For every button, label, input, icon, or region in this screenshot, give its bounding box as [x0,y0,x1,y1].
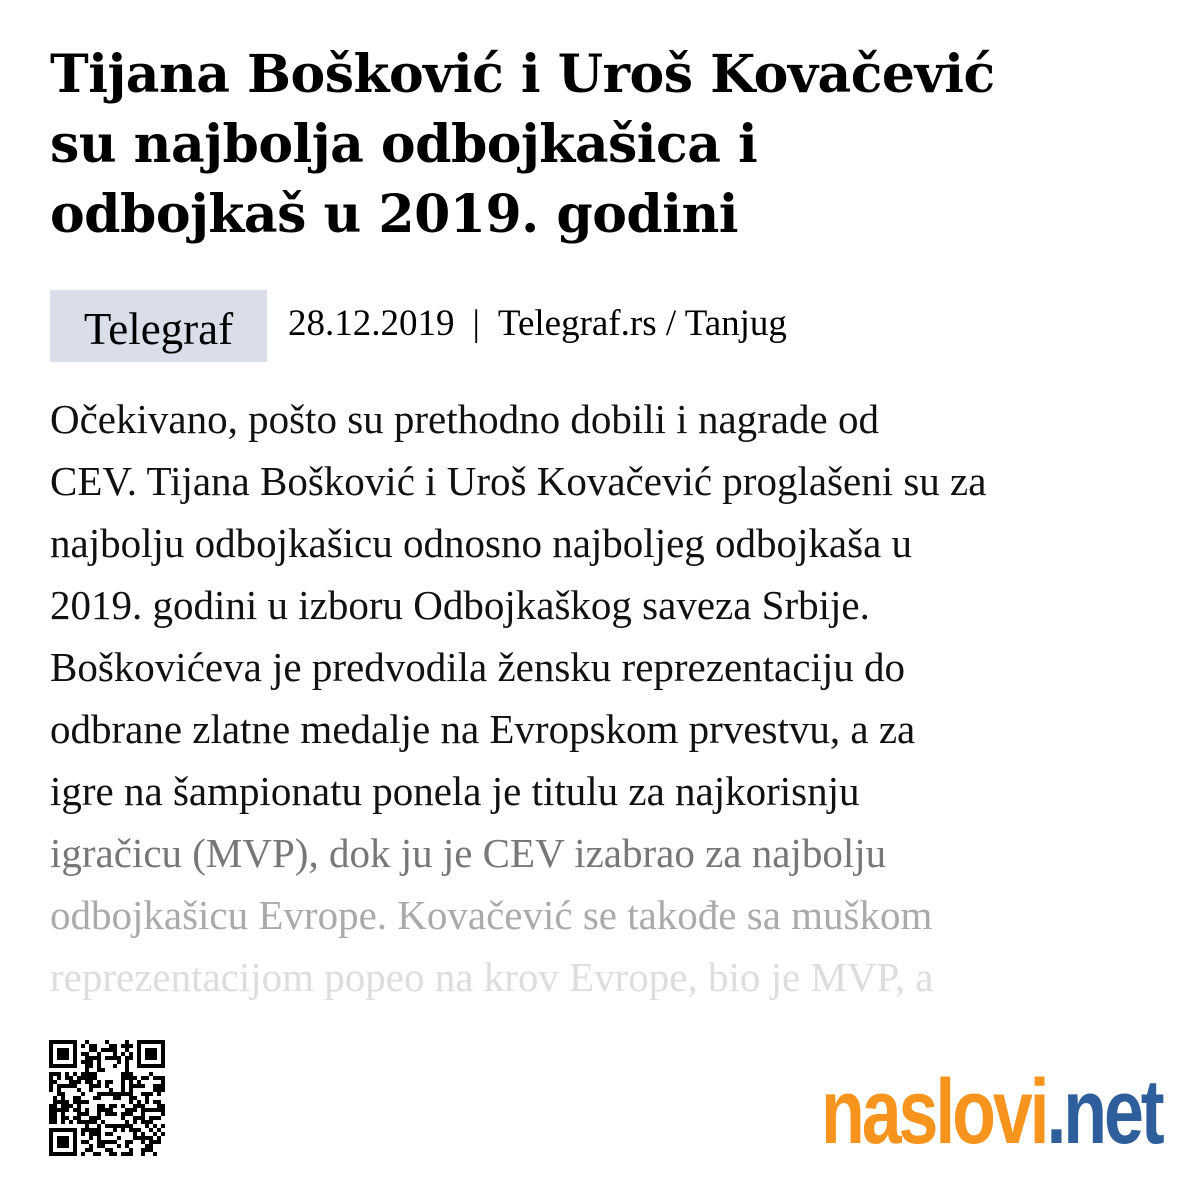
headline-line: Tijana Bošković i Uroš Kovačević [50,44,995,105]
logo-text-naslovi: naslovi [821,1061,1047,1163]
article-meta [50,290,1170,362]
body-line: Boškovićeva je predvodila žensku reprezentaciju do [50,644,905,690]
body-line: najbolju odbojkašicu odnosno najboljeg odbojkaša u [50,520,913,566]
meta-text [288,302,787,345]
article-headline [50,40,1170,250]
headline-line: odbojkaš u 2019. godini [50,184,739,245]
byline: Telegraf.rs / Tanjug [497,303,787,344]
body-line: igre na šampionatu ponela je titulu za najkorisnju [50,768,860,814]
headline-line: su najbolja odbojkašica i [50,114,758,175]
article-body [50,388,1160,1008]
body-line: odbojkašicu Evrope. Kovačević se takođe sa muškom [50,892,933,938]
qr-code-icon[interactable] [49,1040,165,1156]
naslovi-logo[interactable] [821,1055,1162,1165]
publish-date: 28.12.2019 [288,303,455,344]
meta-separator: | [472,303,480,344]
source-badge[interactable]: Telegraf [50,290,267,362]
body-line: reprezentacijom popeo na krov Evrope, bio je MVP, a [50,954,934,1000]
body-line: 2019. godini u izboru Odbojkaškog saveza Srbije. [50,582,870,628]
body-line: Očekivano, pošto su prethodno dobili i nagrade od [50,396,879,442]
body-line: odbrane zlatne medalje na Evropskom prvestvu, a za [50,706,916,752]
logo-text-net: .net [1046,1061,1162,1163]
body-line: CEV. Tijana Bošković i Uroš Kovačević proglašeni su za [50,458,987,504]
body-line: igračicu (MVP), dok ju je CEV izabrao za najbolju [50,830,887,876]
